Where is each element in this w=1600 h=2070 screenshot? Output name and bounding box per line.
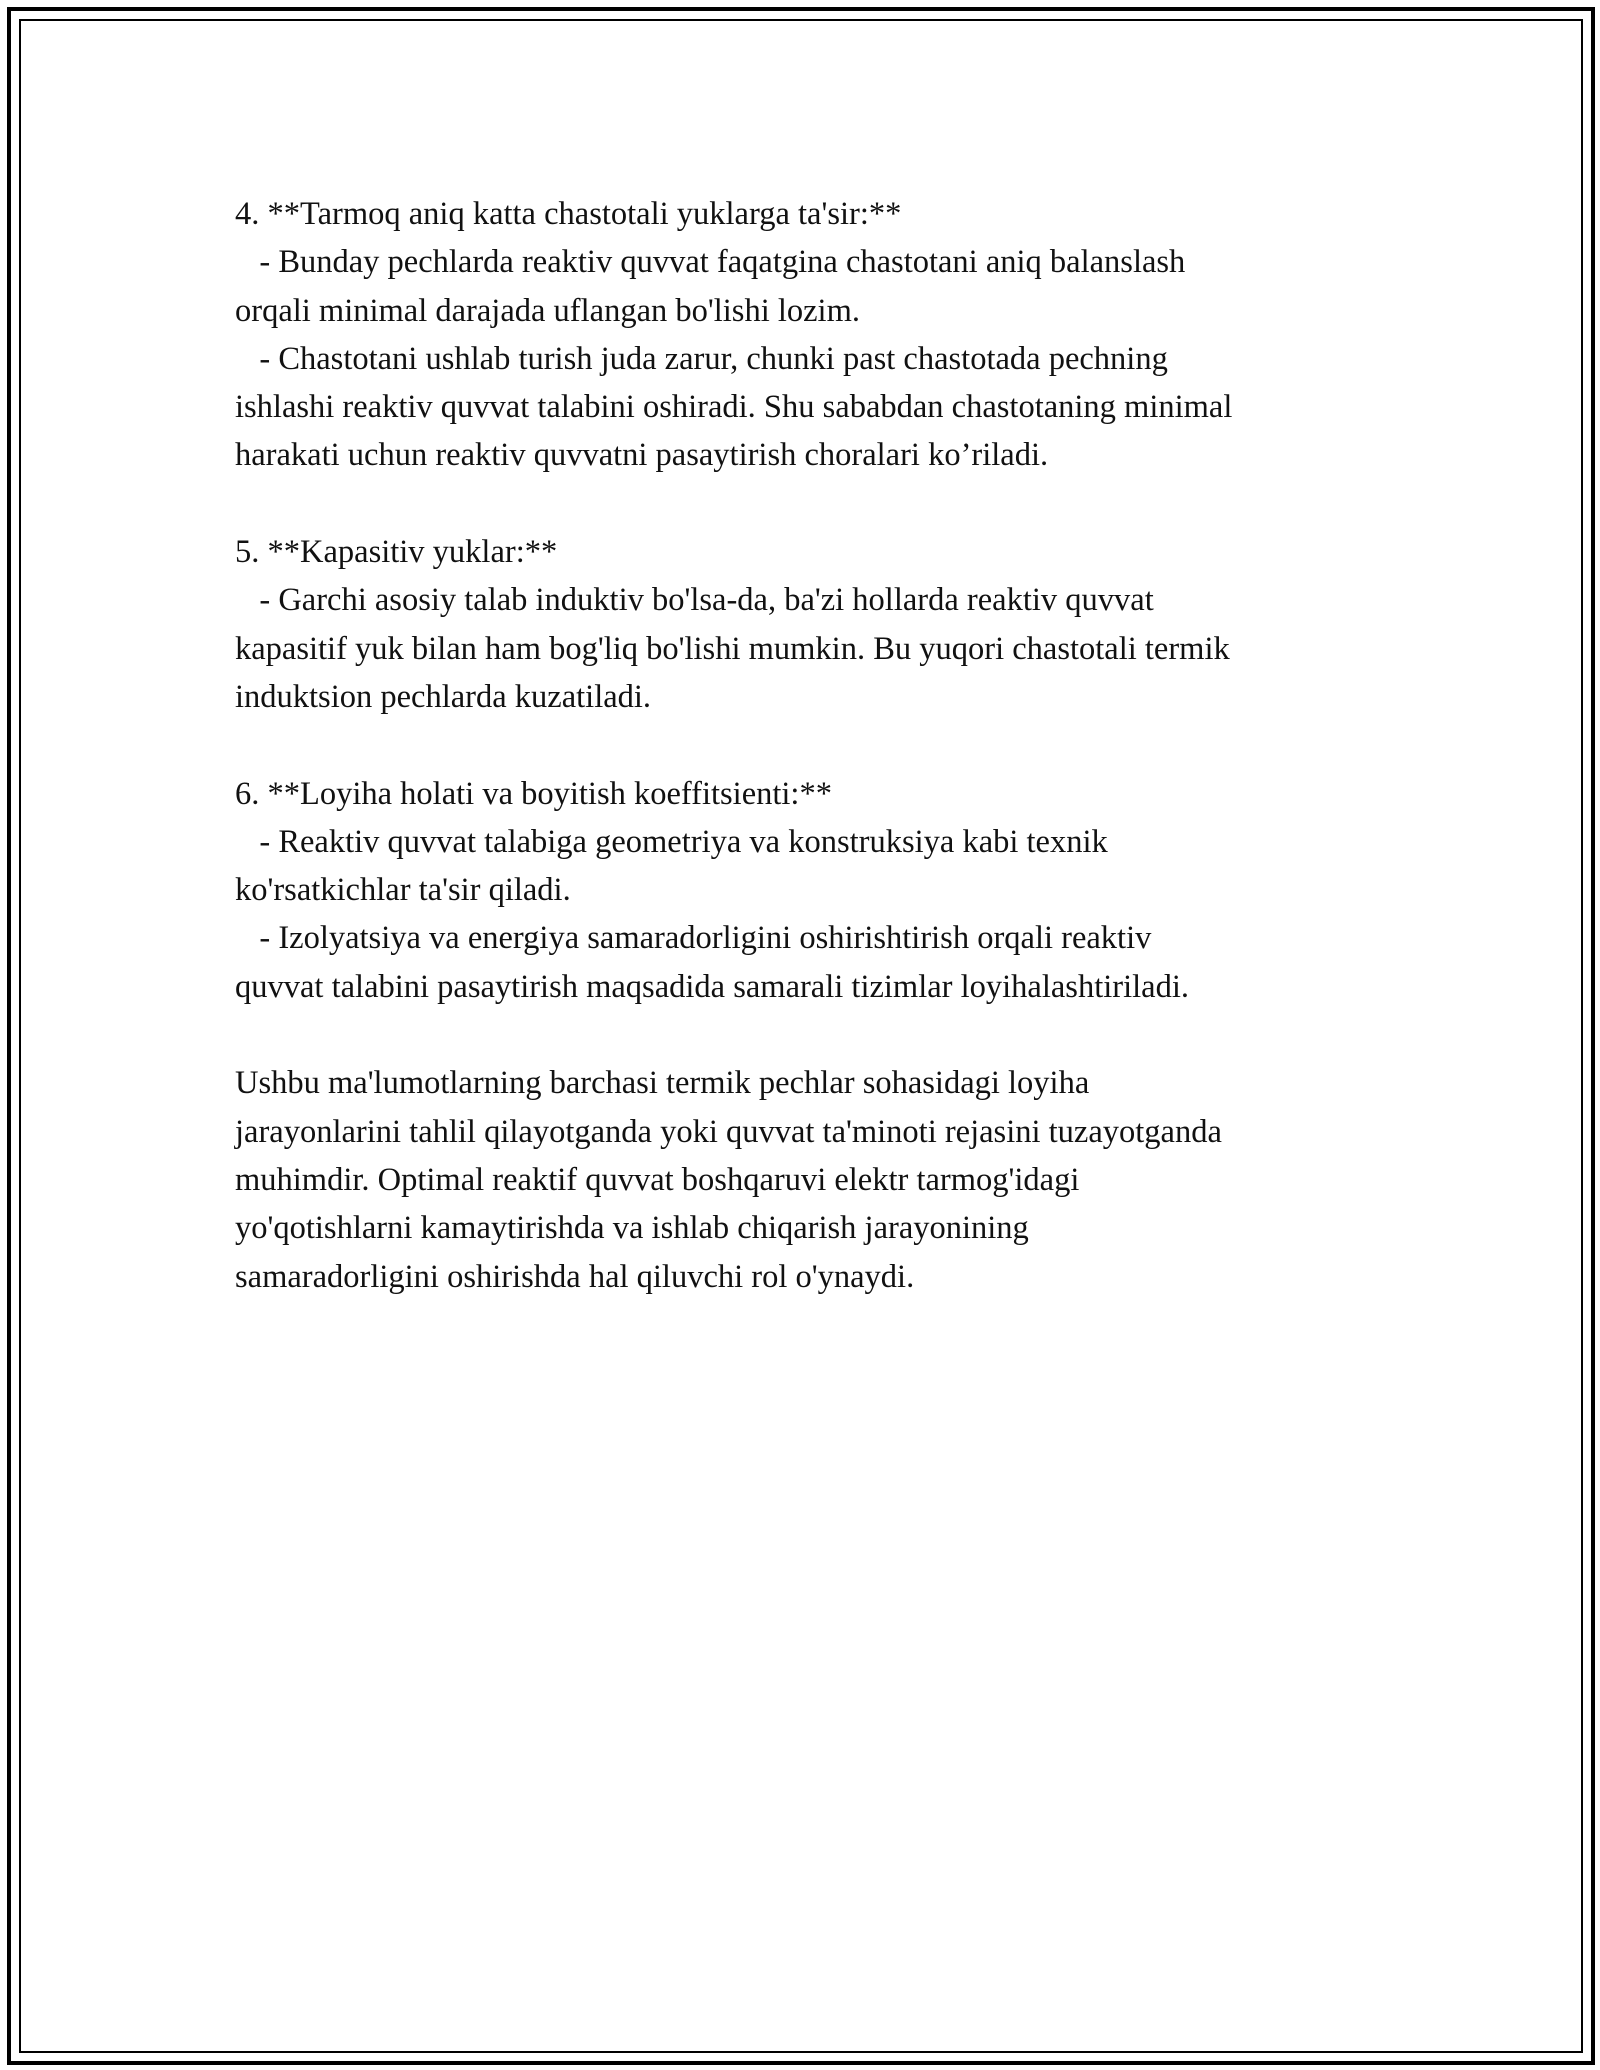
section-heading: 6. **Loyiha holati va boyitish koeffitsienti:** [235, 775, 832, 812]
text-line: jarayonlarini tahlil qilayotganda yoki quvvat ta'minoti rejasini tuzayotganda [235, 1113, 1222, 1150]
conclusion-paragraph [235, 1059, 1395, 1300]
section-kapasitiv-yuklar [235, 528, 1395, 721]
text-line: ishlashi reaktiv quvvat talabini oshiradi. Shu sababdan chastotaning minimal [235, 389, 1233, 426]
text-line: kapasitif yuk bilan ham bog'liq bo'lishi mumkin. Bu yuqori chastotali termik [235, 630, 1230, 667]
text-line: - Izolyatsiya va energiya samaradorligini oshirishtirish orqali reaktiv [235, 920, 1152, 957]
text-line: Ushbu ma'lumotlarning barchasi termik pechlar sohasidagi loyiha [235, 1065, 1090, 1102]
text-line: orqali minimal darajada uflangan bo'lishi lozim. [235, 292, 860, 329]
document-body [235, 190, 1395, 1349]
section-heading: 4. **Tarmoq aniq katta chastotali yuklarga ta'sir:** [235, 196, 902, 232]
text-line: samaradorligini oshirishda hal qiluvchi rol o'ynaydi. [235, 1258, 915, 1295]
text-line: muhimdir. Optimal reaktif quvvat boshqaruvi elektr tarmog'idagi [235, 1161, 1080, 1198]
text-line: ko'rsatkichlar ta'sir qiladi. [235, 872, 571, 909]
text-line: - Bunday pechlarda reaktiv quvvat faqatgina chastotani aniq balanslash [235, 244, 1186, 281]
section-heading: 5. **Kapasitiv yuklar:** [235, 534, 558, 571]
text-line: - Garchi asosiy talab induktiv bo'lsa-da, ba'zi hollarda reaktiv quvvat [235, 582, 1154, 619]
section-loyiha-holati [235, 770, 1395, 1011]
text-line: - Chastotani ushlab turish juda zarur, chunki past chastotada pechning [235, 340, 1168, 377]
text-line: quvvat talabini pasaytirish maqsadida samarali tizimlar loyihalashtiriladi. [235, 968, 1189, 1005]
text-line: harakati uchun reaktiv quvvatni pasaytirish choralari ko’riladi. [235, 437, 1049, 474]
text-line: - Reaktiv quvvat talabiga geometriya va konstruksiya kabi texnik [235, 823, 1108, 860]
section-tarmoq-yuklar [235, 190, 1395, 480]
text-line: induktsion pechlarda kuzatiladi. [235, 678, 652, 715]
text-line: yo'qotishlarni kamaytirishda va ishlab chiqarish jarayonining [235, 1210, 1029, 1247]
